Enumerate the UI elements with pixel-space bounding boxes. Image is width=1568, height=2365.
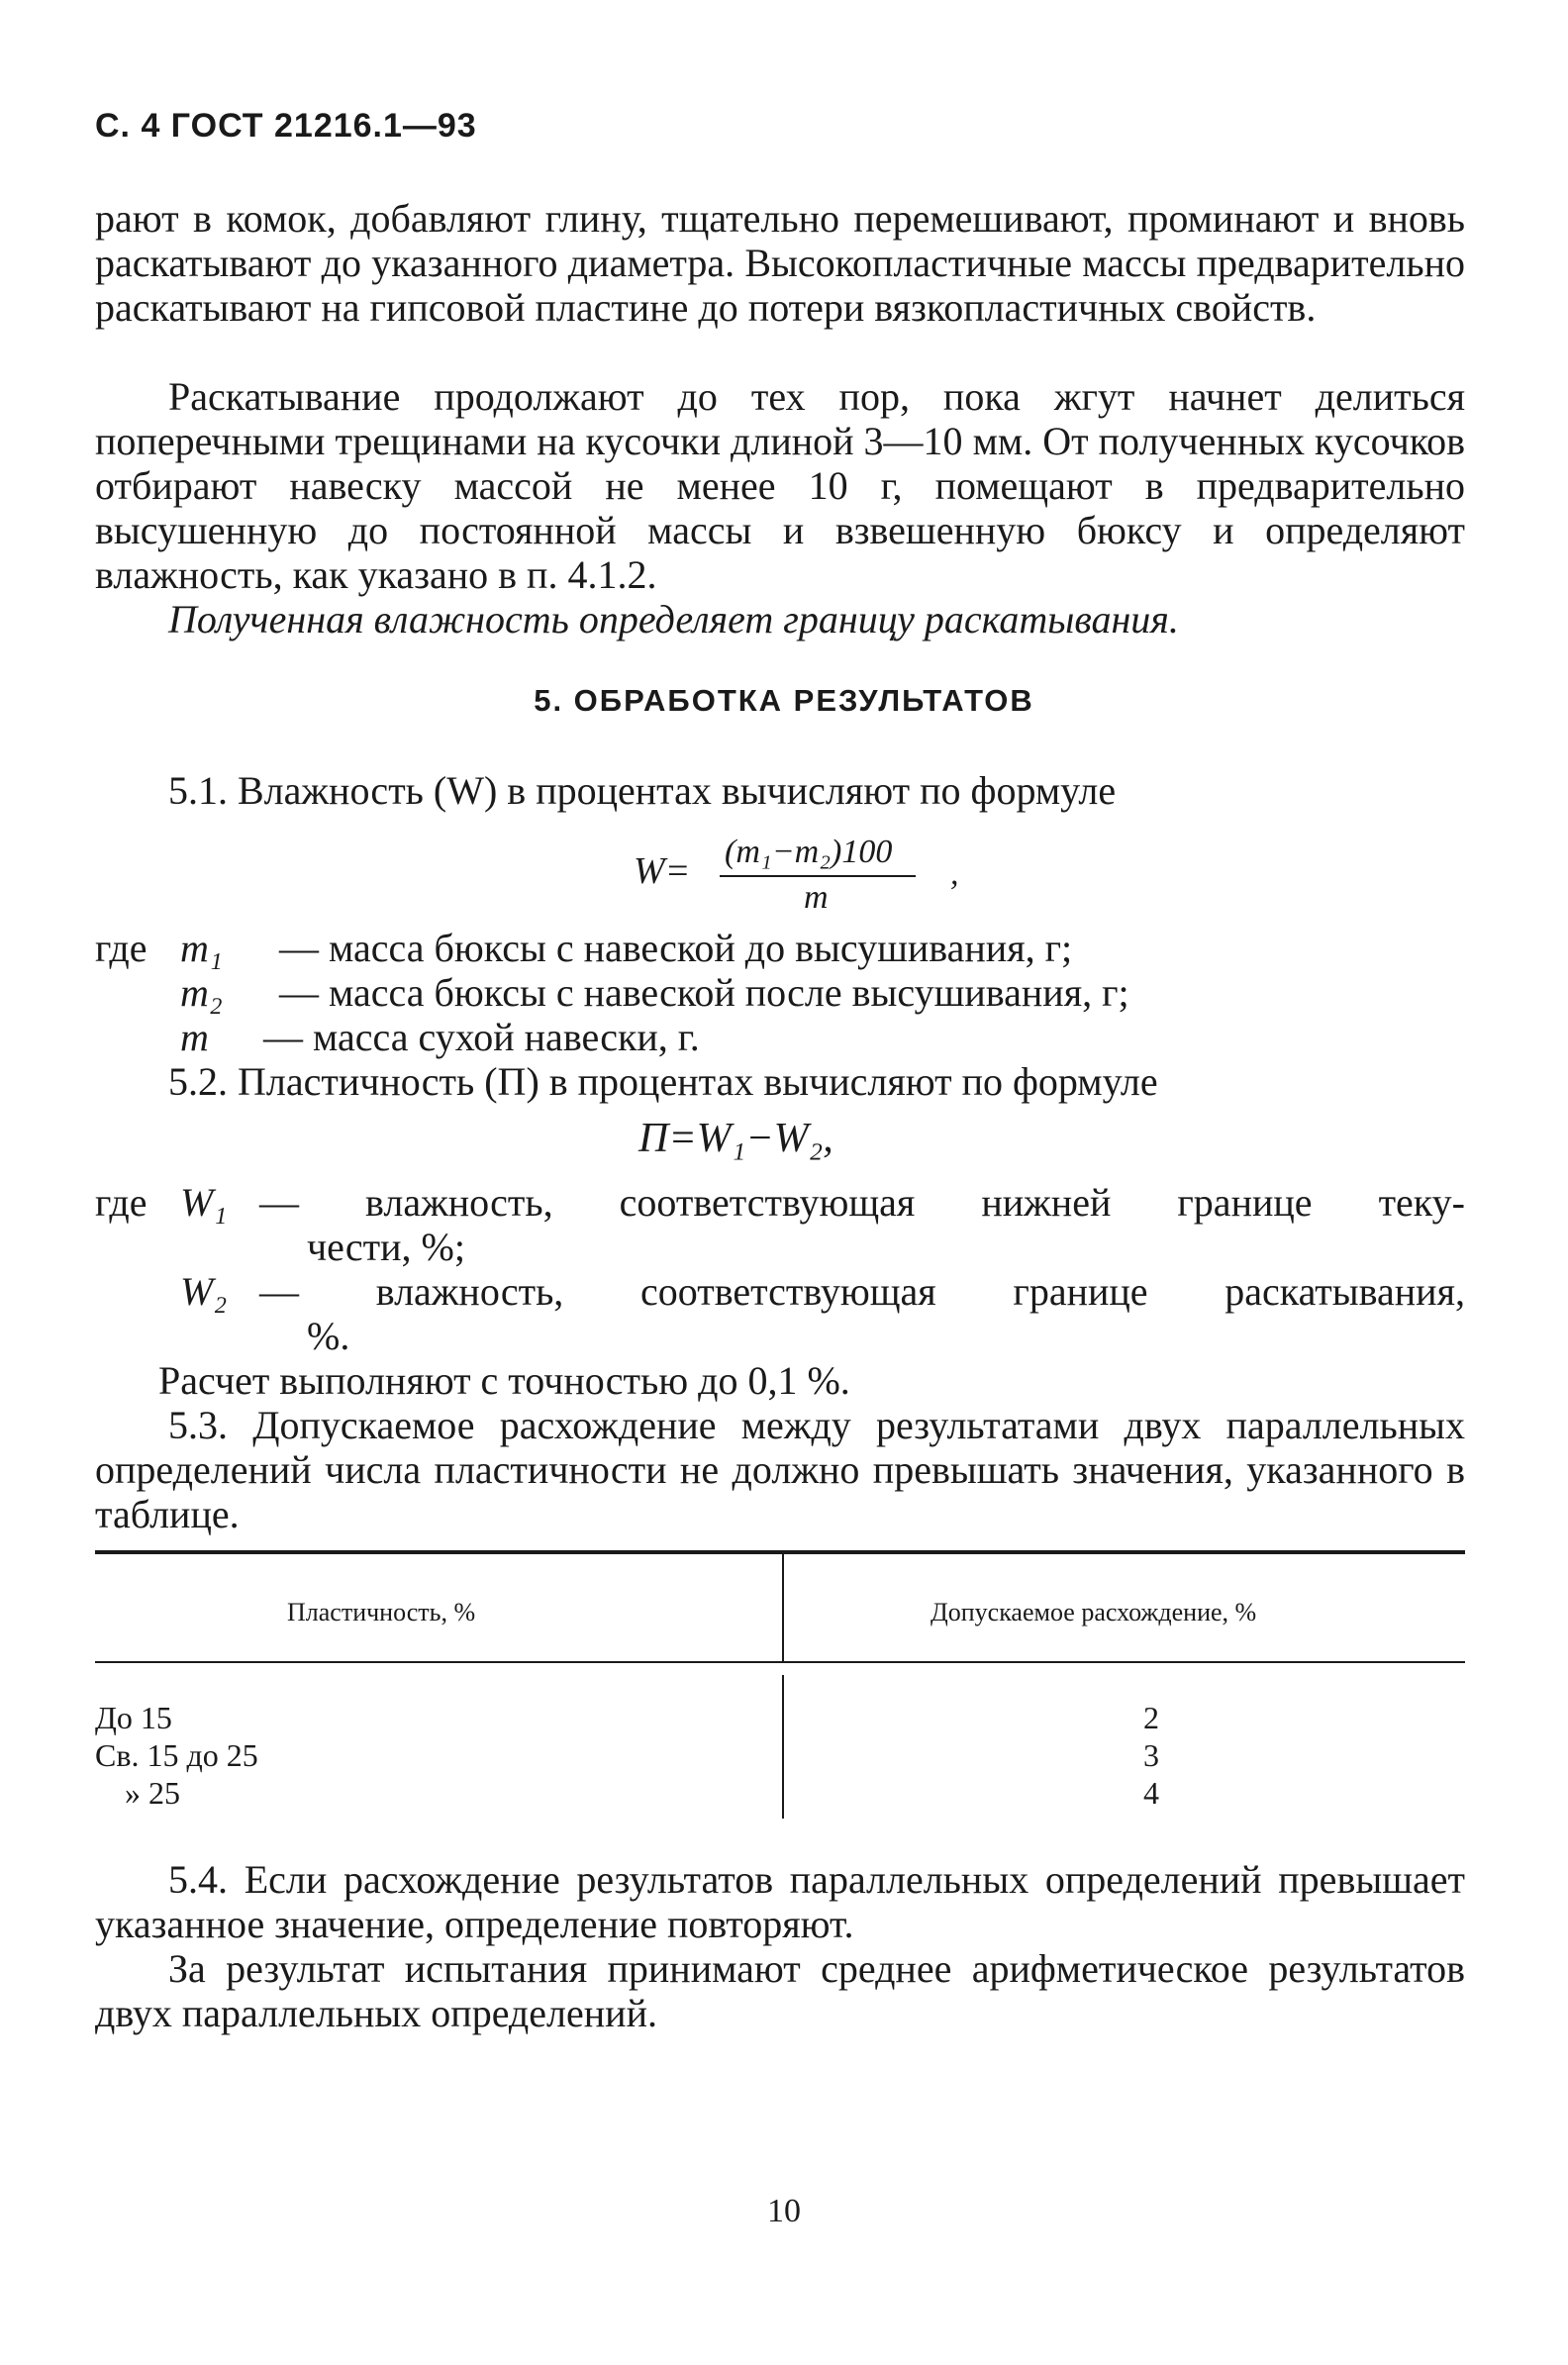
- symbol-m: m: [180, 1015, 209, 1059]
- formula-w-numerator: (m₁−m₂)100: [725, 834, 893, 870]
- table-cell-deviation: 2: [1143, 1700, 1159, 1735]
- paragraph-rolling: Раскатывание продолжают до тех пор, пока жгут начнет делиться поперечными трещинами на кусочки длиной 3—10 мм. От полученных кусочков отбирают навеску массой не менее 10 г, помещают в предварительно высушенную до постоянной массы и взвешенную бюксу и определяют влажность, как указано в п. 4.1.2.: [95, 374, 1465, 597]
- symbol-w1: W₁: [180, 1180, 228, 1225]
- paragraph-continuation: рают в комок, добавляют глину, тщательно перемешивают, проминают и вновь раскатывают до указанного диаметра. Высокопластичные массы предварительно раскатывают на гипсовой пластине до потери вязкопластичных свойств.: [95, 196, 1465, 330]
- clause-5-2: 5.2. Пластичность (П) в процентах вычисляют по формуле: [168, 1059, 1158, 1104]
- table-cell-plasticity: До 15: [95, 1700, 172, 1735]
- clause-5-3: 5.3. Допускаемое расхождение между результатами двух параллельных определений числа пластичности не должно превышать значения, указанного в таблице.: [95, 1403, 1465, 1536]
- where-label: где: [95, 926, 147, 970]
- table-body-divider: [782, 1675, 784, 1819]
- table-header-divider: [782, 1554, 784, 1661]
- paragraph-final-result: За результат испытания принимают среднее арифметическое результатов двух параллельных определений.: [95, 1946, 1465, 2035]
- formula-fraction-bar: [720, 875, 916, 877]
- table-header-rule: [95, 1661, 1465, 1663]
- definition-w1-cont: чести, %;: [307, 1225, 465, 1269]
- formula-w-lhs: W=: [634, 850, 691, 892]
- clause-5-1: 5.1. Влажность (W) в процентах вычисляют по формуле: [168, 768, 1117, 813]
- definition-w2-cont: %.: [307, 1314, 350, 1358]
- symbol-w2: W₂: [180, 1269, 228, 1314]
- definition-m1: — масса бюксы с навеской до высушивания, г;: [279, 926, 1073, 970]
- symbol-m2: m₂: [180, 970, 223, 1015]
- definition-m2: — масса бюксы с навеской после высушивания, г;: [279, 970, 1129, 1015]
- section-title: 5. ОБРАБОТКА РЕЗУЛЬТАТОВ: [534, 683, 1034, 718]
- definition-w2: — влажность, соответствующая границе раскатывания,: [259, 1269, 1465, 1314]
- formula-w-denominator: m: [804, 879, 829, 916]
- table-header-deviation: Допускаемое расхождение, %: [931, 1598, 1257, 1626]
- definition-m: — масса сухой навески, г.: [263, 1015, 700, 1059]
- where-label-2: где: [95, 1180, 147, 1225]
- paragraph-result-boundary: Полученная влажность определяет границу раскатывания.: [168, 597, 1179, 641]
- accuracy-note: Расчет выполняют с точностью до 0,1 %.: [158, 1358, 850, 1403]
- page-header: С. 4 ГОСТ 21216.1—93: [95, 107, 477, 145]
- table-cell-deviation: 3: [1143, 1737, 1159, 1773]
- symbol-m1: m₁: [180, 926, 223, 970]
- table-header-plasticity: Пластичность, %: [287, 1598, 476, 1626]
- table-top-rule: [95, 1550, 1465, 1554]
- table-cell-plasticity: » 25: [125, 1775, 180, 1811]
- table-cell-plasticity: Св. 15 до 25: [95, 1737, 258, 1773]
- clause-5-4: 5.4. Если расхождение результатов параллельных определений превышает указанное значение, определение повторяют.: [95, 1857, 1465, 1946]
- table-cell-deviation: 4: [1143, 1775, 1159, 1811]
- formula-w-comma: ,: [950, 855, 959, 892]
- formula-plasticity: П=W₁−W₂,: [638, 1116, 833, 1161]
- definition-w1: — влажность, соответствующая нижней границе теку-: [259, 1180, 1465, 1225]
- page-number: 10: [767, 2193, 801, 2229]
